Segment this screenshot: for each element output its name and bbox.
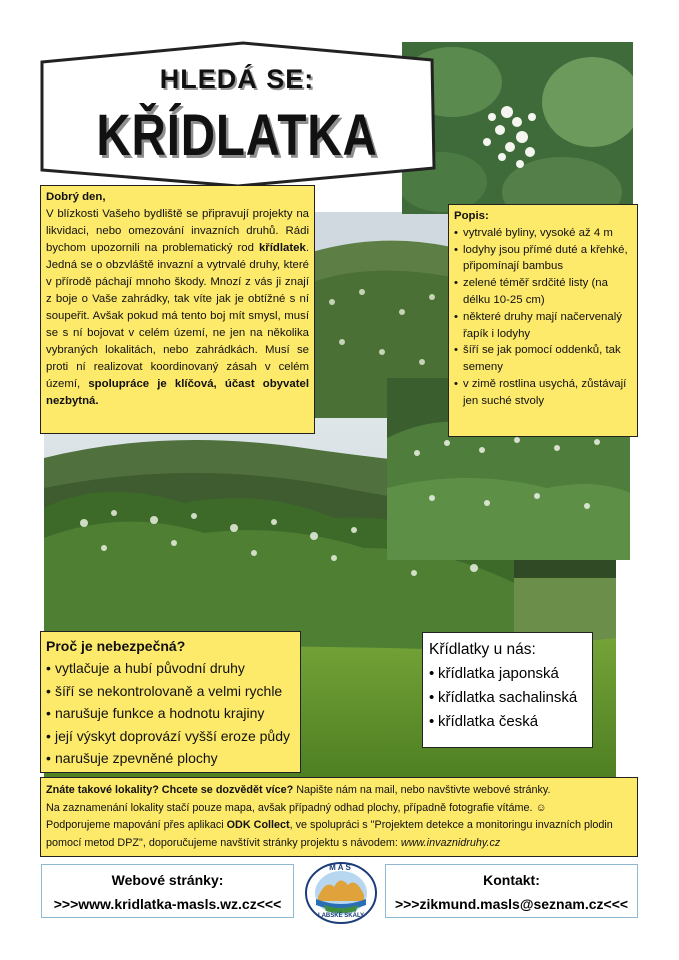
info-text-c: , ve spolupráci s "Projektem detekce a monitoringu invazních plodin pomocí metod DPZ", doporučujeme navštívit stránky projektu s návodem: [46, 819, 613, 849]
danger-box [40, 631, 301, 773]
list-item: • v zimě rostlina usychá, zůstávají jen suché stvoly [454, 376, 632, 410]
list-item: • některé druhy mají načervenalý řapík i lodyhy [454, 309, 632, 343]
danger-list [46, 657, 295, 769]
info-box [40, 777, 638, 857]
list-item: • narušuje zpevněné plochy [46, 747, 295, 769]
website-link[interactable]: >>>www.kridlatka-masls.wz.cz<<< [53, 896, 282, 912]
intro-emphasis: spolupráce je klíčová, účast obyvatel nezbytná. [46, 378, 309, 407]
list-item: • narušuje funkce a hodnotu krajiny [46, 702, 295, 724]
info-question: Znáte takové lokality? Chcete se dozvědět více? [46, 784, 294, 796]
greeting: Dobrý den, [46, 191, 106, 203]
list-item: • vytrvalé byliny, vysoké až 4 m [454, 225, 632, 242]
list-item: • zelené téměř srdčité listy (na délku 10-25 cm) [454, 275, 632, 309]
list-item: • lodyhy jsou přímé duté a křehké, připomínají bambus [454, 242, 632, 276]
intro-text-1: V blízkosti Vašeho bydliště se připravují projekty na likvidaci, nebo omezování invazních druhů. Rádi bychom upozornili na problematický rod [46, 208, 309, 254]
contact-box [385, 864, 638, 918]
list-item: • křídlatka sachalinská [429, 686, 586, 710]
header-banner [38, 40, 436, 190]
species-box [422, 632, 593, 748]
website-box [41, 864, 294, 918]
intro-text-2: . Jedná se o obzvláště invazní a vytrvalé druhy, které v přírodě páchají mnoho škody. Mnozí z vás ji znají z boje o Vaše zahrádky, tak víte jak je obtížné s ní soupeřit. Avšak pokud má tento boj mít smysl, musí se s ní bojovat v celém území, ne jen na několika vybraných lokalitách, nebo zahrádkách. Musí se proti ní realizovat koordinovaný zásah v celém území, [46, 242, 309, 390]
header-line1: HLEDÁ SE: [159, 64, 315, 94]
info-question-rest: Napište nám na mail, nebo navštivte webové stránky. [293, 784, 551, 796]
website-title: Webové stránky: [111, 872, 224, 888]
info-line-3 [46, 817, 632, 852]
mas-logo [304, 861, 378, 925]
intro-box [40, 185, 315, 434]
info-line-2: Na zaznamenání lokality stačí pouze mapa, avšak případný odhad plochy, případně fotografie vítáme. ☺ [46, 801, 547, 814]
description-list [454, 225, 632, 410]
species-list [429, 662, 586, 734]
info-line-1 [46, 782, 632, 800]
list-item: • vytlačuje a hubí původní druhy [46, 657, 295, 679]
flower-closeup-photo [402, 42, 633, 214]
logo-top-text: MAS [329, 863, 353, 872]
page-title: KŘÍDLATKA [96, 103, 378, 168]
list-item: • křídlatka česká [429, 710, 586, 734]
project-link[interactable]: www.invaznidruhy.cz [400, 836, 501, 849]
species-title: Křídlatky u nás: [429, 641, 536, 658]
info-text-a: Podporujeme mapování přes aplikaci [46, 819, 227, 831]
list-item: • její výskyt doprovází vyšší eroze půdy [46, 725, 295, 747]
list-item: • křídlatka japonská [429, 662, 586, 686]
intro-paragraph [46, 206, 309, 410]
contact-email[interactable]: >>>zikmund.masls@seznam.cz<<< [394, 896, 629, 912]
danger-title: Proč je nebezpečná? [46, 638, 186, 654]
description-title: Popis: [454, 210, 489, 222]
list-item: • šíří se jak pomocí oddenků, tak semeny [454, 342, 632, 376]
contact-title: Kontakt: [483, 872, 540, 888]
logo-bottom-text: LABSKÉ SKÁLY [317, 913, 365, 919]
list-item: • šíří se nekontrolovaně a velmi rychle [46, 680, 295, 702]
app-name: ODK Collect [226, 819, 290, 831]
description-box [448, 204, 638, 437]
intro-genus: křídlatek [258, 242, 306, 254]
